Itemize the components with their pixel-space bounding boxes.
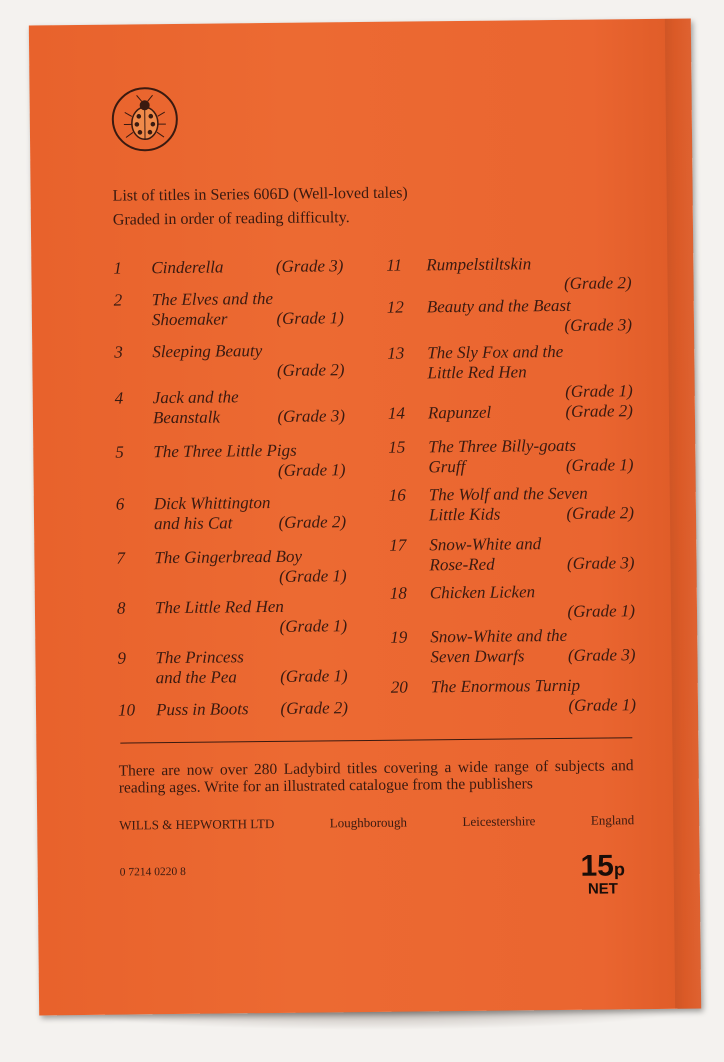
title-number: 5 — [115, 442, 124, 462]
title-text — [155, 646, 347, 688]
title-line-1: Jack and the — [152, 387, 239, 408]
title-number: 20 — [390, 677, 408, 697]
price-net: NET — [587, 880, 618, 898]
price-amount: 15 — [580, 849, 615, 883]
title-line-1: Rapunzel — [427, 402, 492, 423]
title-line-2: Little Kids — [428, 504, 501, 525]
grade-label: (Grade 2) — [276, 360, 345, 380]
publisher-country: England — [590, 812, 635, 828]
title-line-2: Little Red Hen — [427, 362, 527, 383]
title-text — [154, 596, 348, 636]
title-number: 15 — [388, 437, 406, 457]
title-text — [152, 340, 345, 380]
publisher-line — [119, 812, 634, 833]
title-line-2: and the Pea — [155, 667, 237, 688]
grade-label: (Grade 2) — [278, 512, 347, 532]
grade-label: (Grade 1) — [565, 455, 634, 475]
title-line-1: Dick Whittington — [153, 492, 271, 514]
title-text — [427, 341, 633, 401]
title-entry — [117, 698, 349, 720]
title-entry — [388, 435, 634, 477]
series-subheading: Graded in order of reading difficulty. — [112, 209, 350, 229]
title-number: 6 — [115, 494, 125, 514]
title-entry — [116, 596, 348, 636]
grade-label: (Grade 2) — [563, 273, 632, 293]
title-text — [429, 581, 636, 621]
title-number: 8 — [116, 598, 126, 618]
title-entry — [389, 533, 635, 575]
book-back-cover — [29, 19, 701, 1016]
title-line-1: Snow-White and — [429, 534, 542, 555]
title-entry — [114, 386, 346, 428]
grade-label: (Grade 3) — [275, 256, 344, 276]
title-line-1: The Enormous Turnip — [430, 675, 581, 697]
title-line-1: Chicken Licken — [429, 582, 536, 603]
title-line-1: Rumpelstiltskin — [426, 254, 532, 275]
catalogue-note: There are now over 280 Ladybird titles covering a wide range of subjects and reading ages. Write for an illustrated catalogue from the publishers — [118, 757, 634, 797]
title-number: 7 — [116, 548, 126, 568]
title-line-2: Seven Dwarfs — [430, 646, 525, 667]
title-line-1: The Three Billy-goats — [428, 435, 577, 457]
title-entry — [113, 288, 345, 330]
grade-label: (Grade 2) — [280, 698, 349, 718]
series-heading: List of titles in Series 606D (Well-loved tales) — [112, 184, 408, 205]
title-number: 19 — [390, 627, 408, 647]
title-entry — [387, 401, 634, 423]
book-spine — [665, 19, 701, 1009]
title-entry — [388, 483, 635, 525]
title-list-right — [386, 253, 637, 715]
title-text — [428, 401, 633, 423]
title-line-2: Gruff — [428, 456, 466, 477]
title-number: 12 — [386, 297, 404, 317]
title-text — [153, 386, 345, 428]
title-text — [151, 256, 343, 278]
title-line-1: The Wolf and the Seven — [428, 483, 588, 505]
grade-label: (Grade 1) — [279, 616, 348, 636]
title-entry — [115, 440, 346, 480]
divider-rule — [120, 737, 632, 743]
publisher-town: Loughborough — [329, 814, 408, 831]
title-text — [430, 675, 637, 715]
grade-label: (Grade 1) — [565, 381, 633, 401]
title-number: 2 — [113, 290, 123, 310]
title-text — [428, 435, 633, 477]
grade-label: (Grade 3) — [277, 406, 346, 426]
title-list-left — [113, 256, 349, 720]
title-text — [156, 698, 348, 720]
title-line-1: Cinderella — [151, 257, 224, 278]
publisher-county: Leicestershire — [462, 813, 536, 829]
title-text — [153, 440, 346, 480]
grade-label: (Grade 1) — [277, 460, 346, 480]
ladybird-icon — [109, 84, 180, 155]
title-line-1: The Elves and the — [151, 288, 274, 310]
grade-label: (Grade 1) — [280, 666, 348, 686]
title-entry — [113, 256, 344, 278]
price-tag — [568, 851, 638, 898]
title-number: 13 — [387, 343, 405, 363]
title-line-2: and his Cat — [153, 513, 233, 534]
title-line-1: The Princess — [155, 647, 244, 668]
grade-label: (Grade 1) — [568, 695, 637, 715]
grade-label: (Grade 1) — [276, 308, 345, 328]
title-number: 16 — [388, 485, 406, 505]
title-line-1: The Gingerbread Boy — [154, 546, 303, 568]
title-number: 4 — [114, 388, 124, 408]
title-line-2: Shoemaker — [151, 309, 228, 330]
title-line-2: Rose-Red — [429, 554, 495, 575]
title-entry — [116, 546, 347, 586]
grade-label: (Grade 3) — [567, 645, 636, 665]
title-number: 9 — [117, 648, 127, 668]
price-unit: p — [613, 859, 625, 880]
isbn-number: 0 7214 0220 8 — [119, 865, 186, 879]
title-entry — [387, 341, 633, 401]
title-number: 10 — [117, 700, 136, 720]
title-number: 1 — [113, 258, 122, 278]
title-line-1: The Three Little Pigs — [153, 440, 297, 462]
title-number: 14 — [387, 403, 406, 423]
title-text — [429, 483, 634, 525]
title-line-1: The Sly Fox and the — [427, 341, 564, 363]
title-entry — [390, 675, 637, 715]
title-number: 11 — [386, 255, 403, 275]
title-text — [430, 625, 635, 667]
title-entry — [114, 340, 345, 380]
grade-label: (Grade 2) — [566, 503, 635, 523]
title-entry — [115, 492, 347, 534]
grade-label: (Grade 1) — [279, 566, 347, 586]
title-line-1: Sleeping Beauty — [152, 341, 263, 362]
title-number: 17 — [389, 535, 407, 555]
grade-label: (Grade 3) — [566, 553, 635, 573]
title-text — [152, 288, 344, 330]
title-line-1: Snow-White and the — [430, 625, 568, 647]
grade-label: (Grade 1) — [567, 601, 636, 621]
title-entry — [386, 253, 632, 293]
title-text — [154, 546, 347, 586]
publisher-name: WILLS & HEPWORTH LTD — [119, 815, 275, 833]
title-entry — [386, 295, 633, 335]
title-line-1: Beauty and the Beast — [426, 295, 571, 317]
title-text — [429, 533, 634, 575]
title-number: 18 — [389, 583, 407, 603]
title-entry — [117, 646, 348, 688]
title-number: 3 — [114, 342, 123, 362]
title-text — [426, 295, 633, 335]
grade-label: (Grade 2) — [565, 401, 634, 421]
series-intro — [113, 179, 633, 232]
title-text — [154, 492, 346, 534]
title-line-2: Beanstalk — [152, 407, 221, 428]
title-entry — [389, 581, 636, 621]
grade-label: (Grade 3) — [564, 315, 633, 335]
title-line-1: Puss in Boots — [155, 699, 249, 720]
title-text — [426, 253, 632, 293]
title-entry — [390, 625, 636, 667]
title-line-1: The Little Red Hen — [154, 596, 284, 618]
